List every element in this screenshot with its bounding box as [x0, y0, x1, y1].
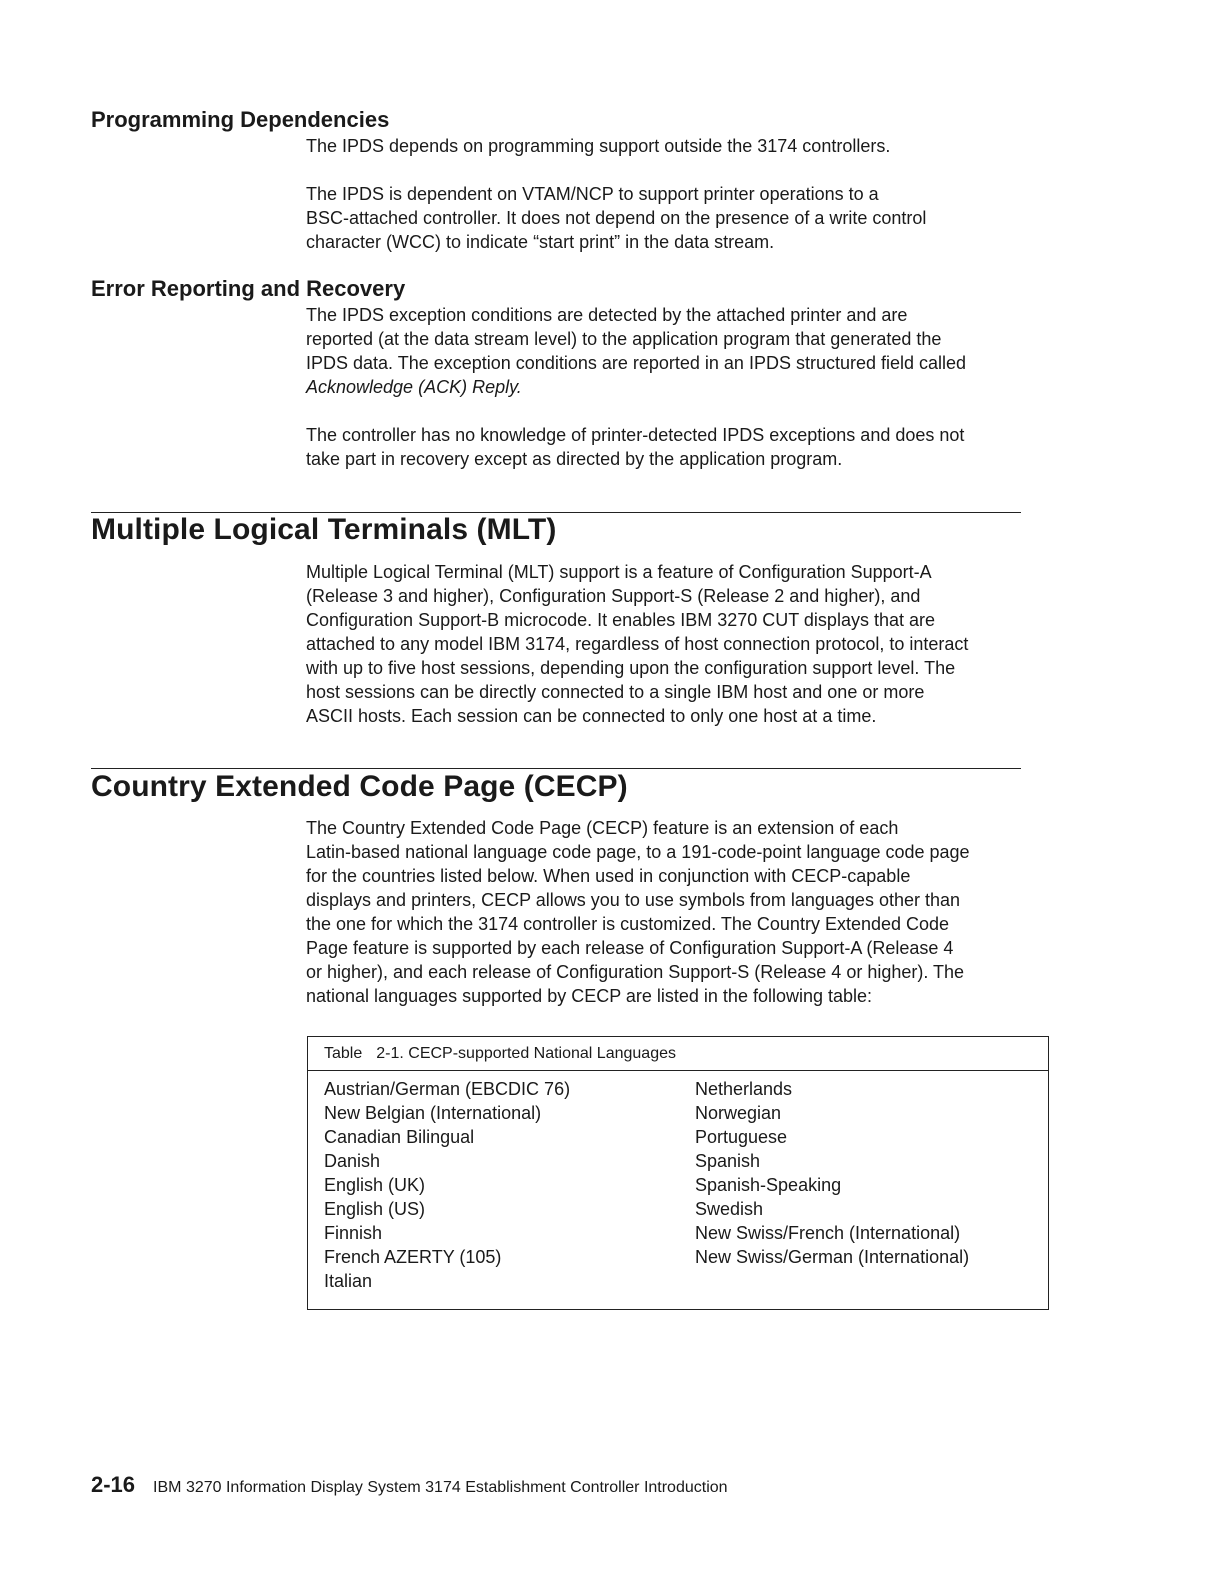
text-line: The IPDS is dependent on VTAM/NCP to support printer operations to a: [306, 184, 879, 204]
table-cell: Portuguese: [695, 1127, 788, 1147]
table-cell: New Swiss/German (International): [695, 1247, 970, 1267]
text-line: with up to five host sessions, depending upon the configuration support level. The: [306, 658, 956, 678]
text-line: Configuration Support-B microcode. It enables IBM 3270 CUT displays that are: [306, 610, 935, 630]
text-line: Multiple Logical Terminal (MLT) support is a feature of Configuration Support-A: [306, 562, 932, 582]
table-cell: French AZERTY (105): [324, 1247, 502, 1267]
text-line: The IPDS depends on programming support outside the 3174 controllers.: [306, 136, 891, 156]
text-line: character (WCC) to indicate “start print” in the data stream.: [306, 232, 775, 252]
text-line: (Release 3 and higher), Configuration Support-S (Release 2 and higher), and: [306, 586, 921, 606]
table-cell: Spanish-Speaking: [695, 1175, 842, 1195]
paragraph: [306, 423, 1066, 471]
paragraph: [306, 182, 1066, 254]
table-cell: Austrian/German (EBCDIC 76): [324, 1079, 571, 1099]
text-line: The IPDS exception conditions are detected by the attached printer and are: [306, 305, 908, 325]
text-line: Latin-based national language code page, to a 191-code-point language code page: [306, 842, 970, 862]
table-cell: English (US): [324, 1199, 426, 1219]
text-line: take part in recovery except as directed by the application program.: [306, 449, 843, 469]
table-title: 2-1. CECP-supported National Languages: [376, 1045, 676, 1062]
cecp-languages-table: [307, 1036, 1049, 1310]
table-cell: Spanish: [695, 1151, 761, 1171]
paragraph: [306, 560, 1066, 728]
paragraph: [306, 303, 1066, 399]
table-cell: New Swiss/French (International): [695, 1223, 961, 1243]
table-cell: Italian: [324, 1271, 373, 1291]
section-heading-programming-dependencies: Programming Dependencies: [91, 107, 390, 132]
text-line: the one for which the 3174 controller is customized. The Country Extended Code: [306, 914, 950, 934]
page-footer: [91, 1472, 728, 1498]
page-number: 2-16: [91, 1472, 136, 1497]
table-cell: New Belgian (International): [324, 1103, 542, 1123]
text-line: host sessions can be directly connected to a single IBM host and one or more: [306, 682, 925, 702]
text-line: for the countries listed below. When used in conjunction with CECP-capable: [306, 866, 911, 886]
table-cell: Norwegian: [695, 1103, 782, 1123]
paragraph: [306, 816, 1066, 1008]
text-line: Page feature is supported by each release of Configuration Support-A (Release 4: [306, 938, 954, 958]
table-cell: English (UK): [324, 1175, 426, 1195]
text-line-italic: [306, 375, 1066, 399]
table-caption: [324, 1045, 676, 1063]
table-cell: Swedish: [695, 1199, 764, 1219]
table-column-right: [695, 1077, 969, 1269]
text-line: or higher), and each release of Configuration Support-S (Release 4 or higher). The: [306, 962, 965, 982]
text-line: The Country Extended Code Page (CECP) feature is an extension of each: [306, 818, 899, 838]
table-cell: Netherlands: [695, 1079, 793, 1099]
text-line: The controller has no knowledge of printer-detected IPDS exceptions and does not: [306, 425, 965, 445]
table-cell: Danish: [324, 1151, 381, 1171]
text-line: reported (at the data stream level) to the application program that generated the: [306, 329, 942, 349]
section-heading-mlt: Multiple Logical Terminals (MLT): [91, 513, 557, 546]
section-heading-error-reporting: Error Reporting and Recovery: [91, 276, 406, 301]
section-divider: [91, 768, 1021, 769]
text-line: BSC-attached controller. It does not depend on the presence of a write control: [306, 208, 927, 228]
italic-term: Acknowledge (ACK) Reply.: [306, 377, 522, 397]
footer-document-title: IBM 3270 Information Display System 3174 Establishment Controller Introduction: [153, 1479, 728, 1496]
text-line: IPDS data. The exception conditions are reported in an IPDS structured field called: [306, 353, 967, 373]
text-line: displays and printers, CECP allows you to use symbols from languages other than: [306, 890, 961, 910]
table-header-divider: [308, 1070, 1048, 1071]
section-heading-cecp: Country Extended Code Page (CECP): [91, 770, 628, 803]
text-line: attached to any model IBM 3174, regardless of host connection protocol, to interact: [306, 634, 969, 654]
table-column-left: [324, 1077, 570, 1293]
table-cell: Finnish: [324, 1223, 383, 1243]
paragraph: [306, 134, 1066, 158]
text-line: ASCII hosts. Each session can be connected to only one host at a time.: [306, 706, 877, 726]
table-cell: Canadian Bilingual: [324, 1127, 475, 1147]
text-line: national languages supported by CECP are listed in the following table:: [306, 986, 873, 1006]
table-label: Table: [324, 1045, 363, 1062]
